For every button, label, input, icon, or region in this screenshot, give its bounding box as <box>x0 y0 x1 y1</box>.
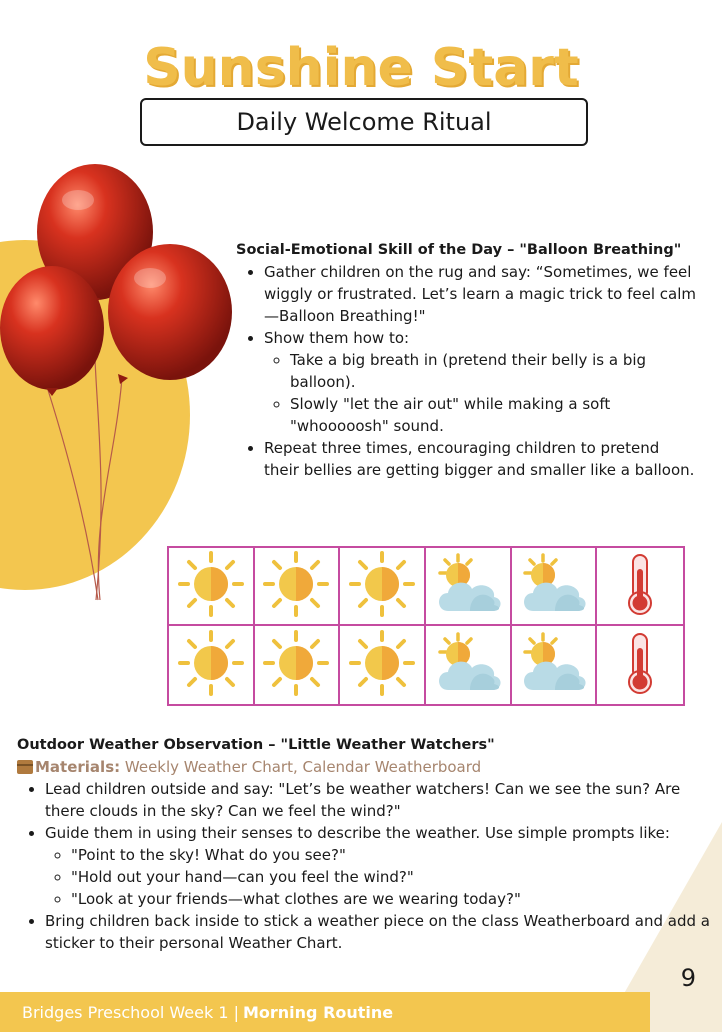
weather-chart <box>167 546 685 706</box>
package-icon <box>17 760 33 774</box>
weather-cell <box>426 548 512 626</box>
thermometer-icon <box>620 628 660 703</box>
weather-watchers-section <box>17 734 717 954</box>
materials-value: Weekly Weather Chart, Calendar Weatherboard <box>120 758 482 776</box>
section-heading: Social-Emotional Skill of the Day – "Balloon Breathing" <box>236 242 682 258</box>
weather-cell <box>512 548 598 626</box>
list-item <box>45 822 717 910</box>
partly-cloudy-icon <box>430 628 506 703</box>
weather-cell <box>340 626 426 704</box>
section-heading: Outdoor Weather Observation – "Little Weather Watchers" <box>17 737 495 753</box>
sub-list <box>264 349 696 437</box>
sun-icon <box>176 549 246 624</box>
partly-cloudy-icon <box>515 549 591 624</box>
materials-label: Materials: <box>35 758 121 776</box>
weather-cell <box>597 548 683 626</box>
bullet-list <box>236 261 696 481</box>
page-number: 9 <box>680 964 696 992</box>
sub-list <box>45 844 717 910</box>
materials-line <box>17 756 717 778</box>
weather-cell <box>169 548 255 626</box>
sun-icon <box>176 628 246 703</box>
weather-cell <box>340 548 426 626</box>
list-item <box>264 327 696 437</box>
partly-cloudy-icon <box>515 628 591 703</box>
weather-cell <box>255 548 341 626</box>
footer-program: Bridges Preschool Week 1 | <box>22 1002 239 1022</box>
weather-cell <box>255 626 341 704</box>
weather-cell <box>169 626 255 704</box>
balloon-breathing-section <box>236 239 696 481</box>
list-item: • Lead children outside and say: "Let’s be weather watchers! Can we see the sun? Are there clouds in the sky? Can we feel the wind?" <box>45 778 717 822</box>
list-item-text: Guide them in using their senses to describe the weather. Use simple prompts like: <box>45 824 670 842</box>
weather-cell <box>597 626 683 704</box>
bullet-list <box>17 778 717 954</box>
sub-list-item: ◦ "Look at your friends—what clothes are we wearing today?" <box>71 888 717 910</box>
weather-cell <box>512 626 598 704</box>
footer-bar <box>0 992 650 1032</box>
thermometer-icon <box>620 549 660 624</box>
footer-section: Morning Routine <box>242 1002 394 1022</box>
sub-list-item: ◦ Take a big breath in (pretend their belly is a big balloon). <box>290 349 696 393</box>
balloons-image <box>0 160 240 610</box>
page-title: Sunshine Start <box>143 38 579 98</box>
list-item: • Repeat three times, encouraging children to pretend their bellies are getting bigger and smaller like a balloon. <box>264 437 696 481</box>
page-subtitle: Daily Welcome Ritual <box>140 98 588 146</box>
sun-icon <box>261 549 331 624</box>
sun-icon <box>347 549 417 624</box>
sub-list-item: ◦ "Point to the sky! What do you see?" <box>71 844 717 866</box>
sun-icon <box>261 628 331 703</box>
sub-list-item: ◦ Slowly "let the air out" while making a soft "whooooosh" sound. <box>290 393 696 437</box>
partly-cloudy-icon <box>430 549 506 624</box>
list-item-text: Show them how to: <box>264 329 410 347</box>
sun-icon <box>347 628 417 703</box>
weather-cell <box>426 626 512 704</box>
list-item: • Bring children back inside to stick a weather piece on the class Weatherboard and add a sticker to their personal Weather Chart. <box>45 910 717 954</box>
list-item: • Gather children on the rug and say: “Sometimes, we feel wiggly or frustrated. Let’s learn a magic trick to feel calm—Balloon Breathing!" <box>264 261 696 327</box>
sub-list-item: ◦ "Hold out your hand—can you feel the wind?" <box>71 866 717 888</box>
